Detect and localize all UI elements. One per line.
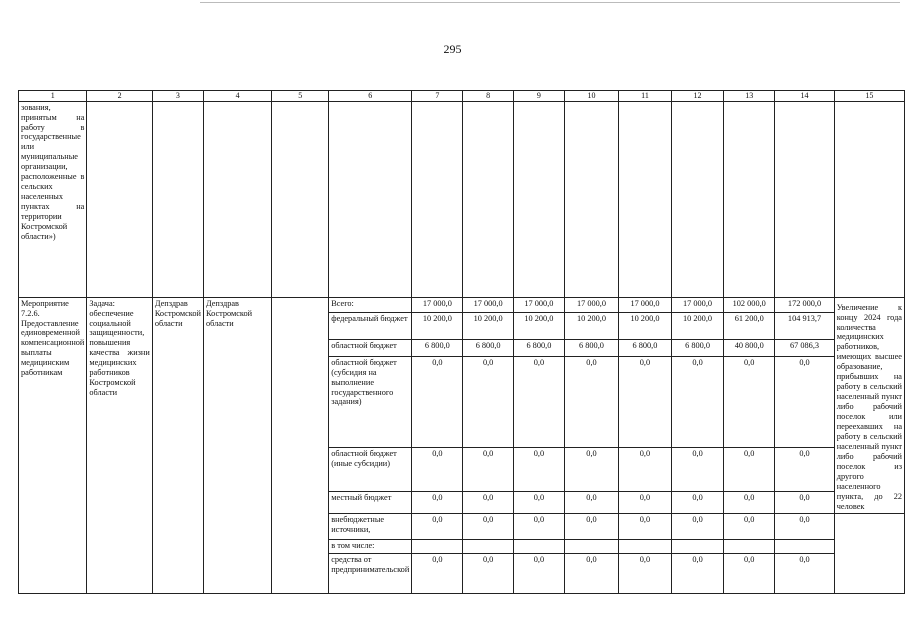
- header-col-1: 1: [19, 91, 87, 102]
- funding-value-cell: 0,0: [618, 553, 671, 593]
- funding-value-cell: 10 200,0: [513, 313, 564, 340]
- funding-value-cell: 0,0: [565, 553, 619, 593]
- funding-value-cell: 0,0: [463, 491, 513, 513]
- funding-value-cell: 6 800,0: [463, 339, 513, 356]
- header-col-15: 15: [834, 91, 904, 102]
- funding-value-cell: 17 000,0: [618, 297, 671, 313]
- cont-cell-14: [775, 101, 834, 297]
- header-col-13: 13: [724, 91, 775, 102]
- funding-value-cell: 6 800,0: [618, 339, 671, 356]
- funding-value-cell: 0,0: [724, 491, 775, 513]
- cont-cell-5: [272, 101, 329, 297]
- header-col-3: 3: [152, 91, 203, 102]
- funding-row: [19, 297, 905, 313]
- header-col-10: 10: [565, 91, 619, 102]
- funding-value-cell: [618, 539, 671, 553]
- header-col-12: 12: [671, 91, 723, 102]
- funding-value-cell: 0,0: [618, 356, 671, 448]
- funding-value-cell: [775, 539, 834, 553]
- funding-value-cell: 0,0: [671, 356, 723, 448]
- funding-value-cell: 6 800,0: [565, 339, 619, 356]
- funding-value-cell: 40 800,0: [724, 339, 775, 356]
- funding-value-cell: 104 913,7: [775, 313, 834, 340]
- funding-value-cell: 0,0: [775, 553, 834, 593]
- funding-value-cell: 0,0: [618, 513, 671, 539]
- funding-value-cell: 17 000,0: [565, 297, 619, 313]
- cont-cell-7: [412, 101, 463, 297]
- funding-value-cell: 0,0: [775, 491, 834, 513]
- funding-value-cell: 0,0: [565, 491, 619, 513]
- header-col-11: 11: [618, 91, 671, 102]
- header-row: [19, 91, 905, 102]
- cont-cell-4: [203, 101, 271, 297]
- funding-value-cell: 0,0: [412, 448, 463, 491]
- header-col-14: 14: [775, 91, 834, 102]
- funding-value-cell: 10 200,0: [463, 313, 513, 340]
- funding-value-cell: 0,0: [412, 356, 463, 448]
- funding-value-cell: 10 200,0: [671, 313, 723, 340]
- funding-value-cell: 67 086,3: [775, 339, 834, 356]
- funding-value-cell: 0,0: [671, 513, 723, 539]
- funding-value-cell: 0,0: [565, 513, 619, 539]
- result-cell: Увеличение к концу 2024 года количества медицинских работников, имеющих высшее образование, прибывших на работу в сельский населенный пункт либо рабочий поселок или переехавших на работу в сельский населенный пункт либо рабочий поселок из другого населенного пункта, до 22 человек: [834, 297, 904, 513]
- header-col-2: 2: [87, 91, 152, 102]
- funding-value-cell: 10 200,0: [565, 313, 619, 340]
- program-table: [18, 90, 905, 594]
- funding-value-cell: 0,0: [618, 448, 671, 491]
- funding-value-cell: 10 200,0: [412, 313, 463, 340]
- funding-value-cell: 0,0: [671, 491, 723, 513]
- funding-value-cell: 17 000,0: [671, 297, 723, 313]
- continuation-row: [19, 101, 905, 297]
- funding-value-cell: 0,0: [671, 448, 723, 491]
- funding-value-cell: 61 200,0: [724, 313, 775, 340]
- funding-source-label: местный бюджет: [329, 491, 412, 513]
- header-col-8: 8: [463, 91, 513, 102]
- funding-value-cell: 0,0: [463, 356, 513, 448]
- funding-value-cell: [565, 539, 619, 553]
- funding-value-cell: 0,0: [463, 448, 513, 491]
- funding-source-label: средства от предпринимательской: [329, 553, 412, 593]
- funding-value-cell: 0,0: [412, 491, 463, 513]
- cont-cell-10: [565, 101, 619, 297]
- funding-value-cell: 10 200,0: [618, 313, 671, 340]
- cont-cell-2: [87, 101, 152, 297]
- funding-value-cell: 172 000,0: [775, 297, 834, 313]
- funding-value-cell: 0,0: [412, 513, 463, 539]
- top-scan-rule: [200, 2, 900, 3]
- cont-cell-12: [671, 101, 723, 297]
- cont-cell-9: [513, 101, 564, 297]
- participant-cell: Депздрав Костромской области: [203, 297, 271, 593]
- funding-value-cell: 17 000,0: [412, 297, 463, 313]
- funding-value-cell: [671, 539, 723, 553]
- funding-source-label: в том числе:: [329, 539, 412, 553]
- funding-source-label: областной бюджет: [329, 339, 412, 356]
- cont-cell-11: [618, 101, 671, 297]
- funding-value-cell: 0,0: [463, 553, 513, 593]
- funding-value-cell: 0,0: [513, 513, 564, 539]
- header-col-4: 4: [203, 91, 271, 102]
- cont-cell-13: [724, 101, 775, 297]
- funding-value-cell: 0,0: [513, 553, 564, 593]
- funding-value-cell: 0,0: [513, 448, 564, 491]
- funding-value-cell: 0,0: [724, 553, 775, 593]
- funding-value-cell: 0,0: [775, 448, 834, 491]
- page-number: 295: [443, 42, 462, 56]
- cont-measure-cell: зования, принятым на работу в государственные или муниципальные организации, расположенные в сельских населенных пунктах на территории Костромской области»): [19, 101, 87, 297]
- header-col-7: 7: [412, 91, 463, 102]
- funding-value-cell: [412, 539, 463, 553]
- header-col-6: 6: [329, 91, 412, 102]
- funding-value-cell: 0,0: [412, 553, 463, 593]
- funding-value-cell: [724, 539, 775, 553]
- measure-name-cell: Мероприятие 7.2.6. Предоставление единовременной компенсационной выплаты медицинским работникам: [19, 297, 87, 593]
- funding-value-cell: 0,0: [513, 356, 564, 448]
- header-col-5: 5: [272, 91, 329, 102]
- funding-value-cell: 0,0: [671, 553, 723, 593]
- col5-cell: [272, 297, 329, 593]
- funding-value-cell: 0,0: [724, 513, 775, 539]
- funding-value-cell: 0,0: [775, 513, 834, 539]
- funding-value-cell: 0,0: [724, 448, 775, 491]
- funding-source-label: областной бюджет (иные субсидии): [329, 448, 412, 491]
- cont-cell-15: [834, 101, 904, 297]
- funding-value-cell: 17 000,0: [513, 297, 564, 313]
- cont-cell-6: [329, 101, 412, 297]
- funding-value-cell: 0,0: [463, 513, 513, 539]
- funding-value-cell: 0,0: [775, 356, 834, 448]
- funding-source-label: внебюджетные источники,: [329, 513, 412, 539]
- header-col-9: 9: [513, 91, 564, 102]
- funding-source-label: Всего:: [329, 297, 412, 313]
- funding-value-cell: 0,0: [565, 448, 619, 491]
- funding-value-cell: 102 000,0: [724, 297, 775, 313]
- funding-value-cell: 0,0: [618, 491, 671, 513]
- funding-value-cell: [463, 539, 513, 553]
- funding-value-cell: 0,0: [513, 491, 564, 513]
- funding-source-label: областной бюджет (субсидия на выполнение государственного задания): [329, 356, 412, 448]
- funding-value-cell: 6 800,0: [671, 339, 723, 356]
- funding-source-label: федеральный бюджет: [329, 313, 412, 340]
- funding-value-cell: 0,0: [724, 356, 775, 448]
- cont-cell-3: [152, 101, 203, 297]
- funding-value-cell: 0,0: [565, 356, 619, 448]
- cont-cell-8: [463, 101, 513, 297]
- funding-value-cell: 17 000,0: [463, 297, 513, 313]
- funding-value-cell: 6 800,0: [513, 339, 564, 356]
- responsible-cell: Депздрав Костромской области: [152, 297, 203, 593]
- task-cell: Задача: обеспечение социальной защищенности, повышения качества жизни медицинских работников Костромской области: [87, 297, 152, 593]
- funding-value-cell: [513, 539, 564, 553]
- funding-value-cell: 6 800,0: [412, 339, 463, 356]
- result-cell-empty: [834, 513, 904, 593]
